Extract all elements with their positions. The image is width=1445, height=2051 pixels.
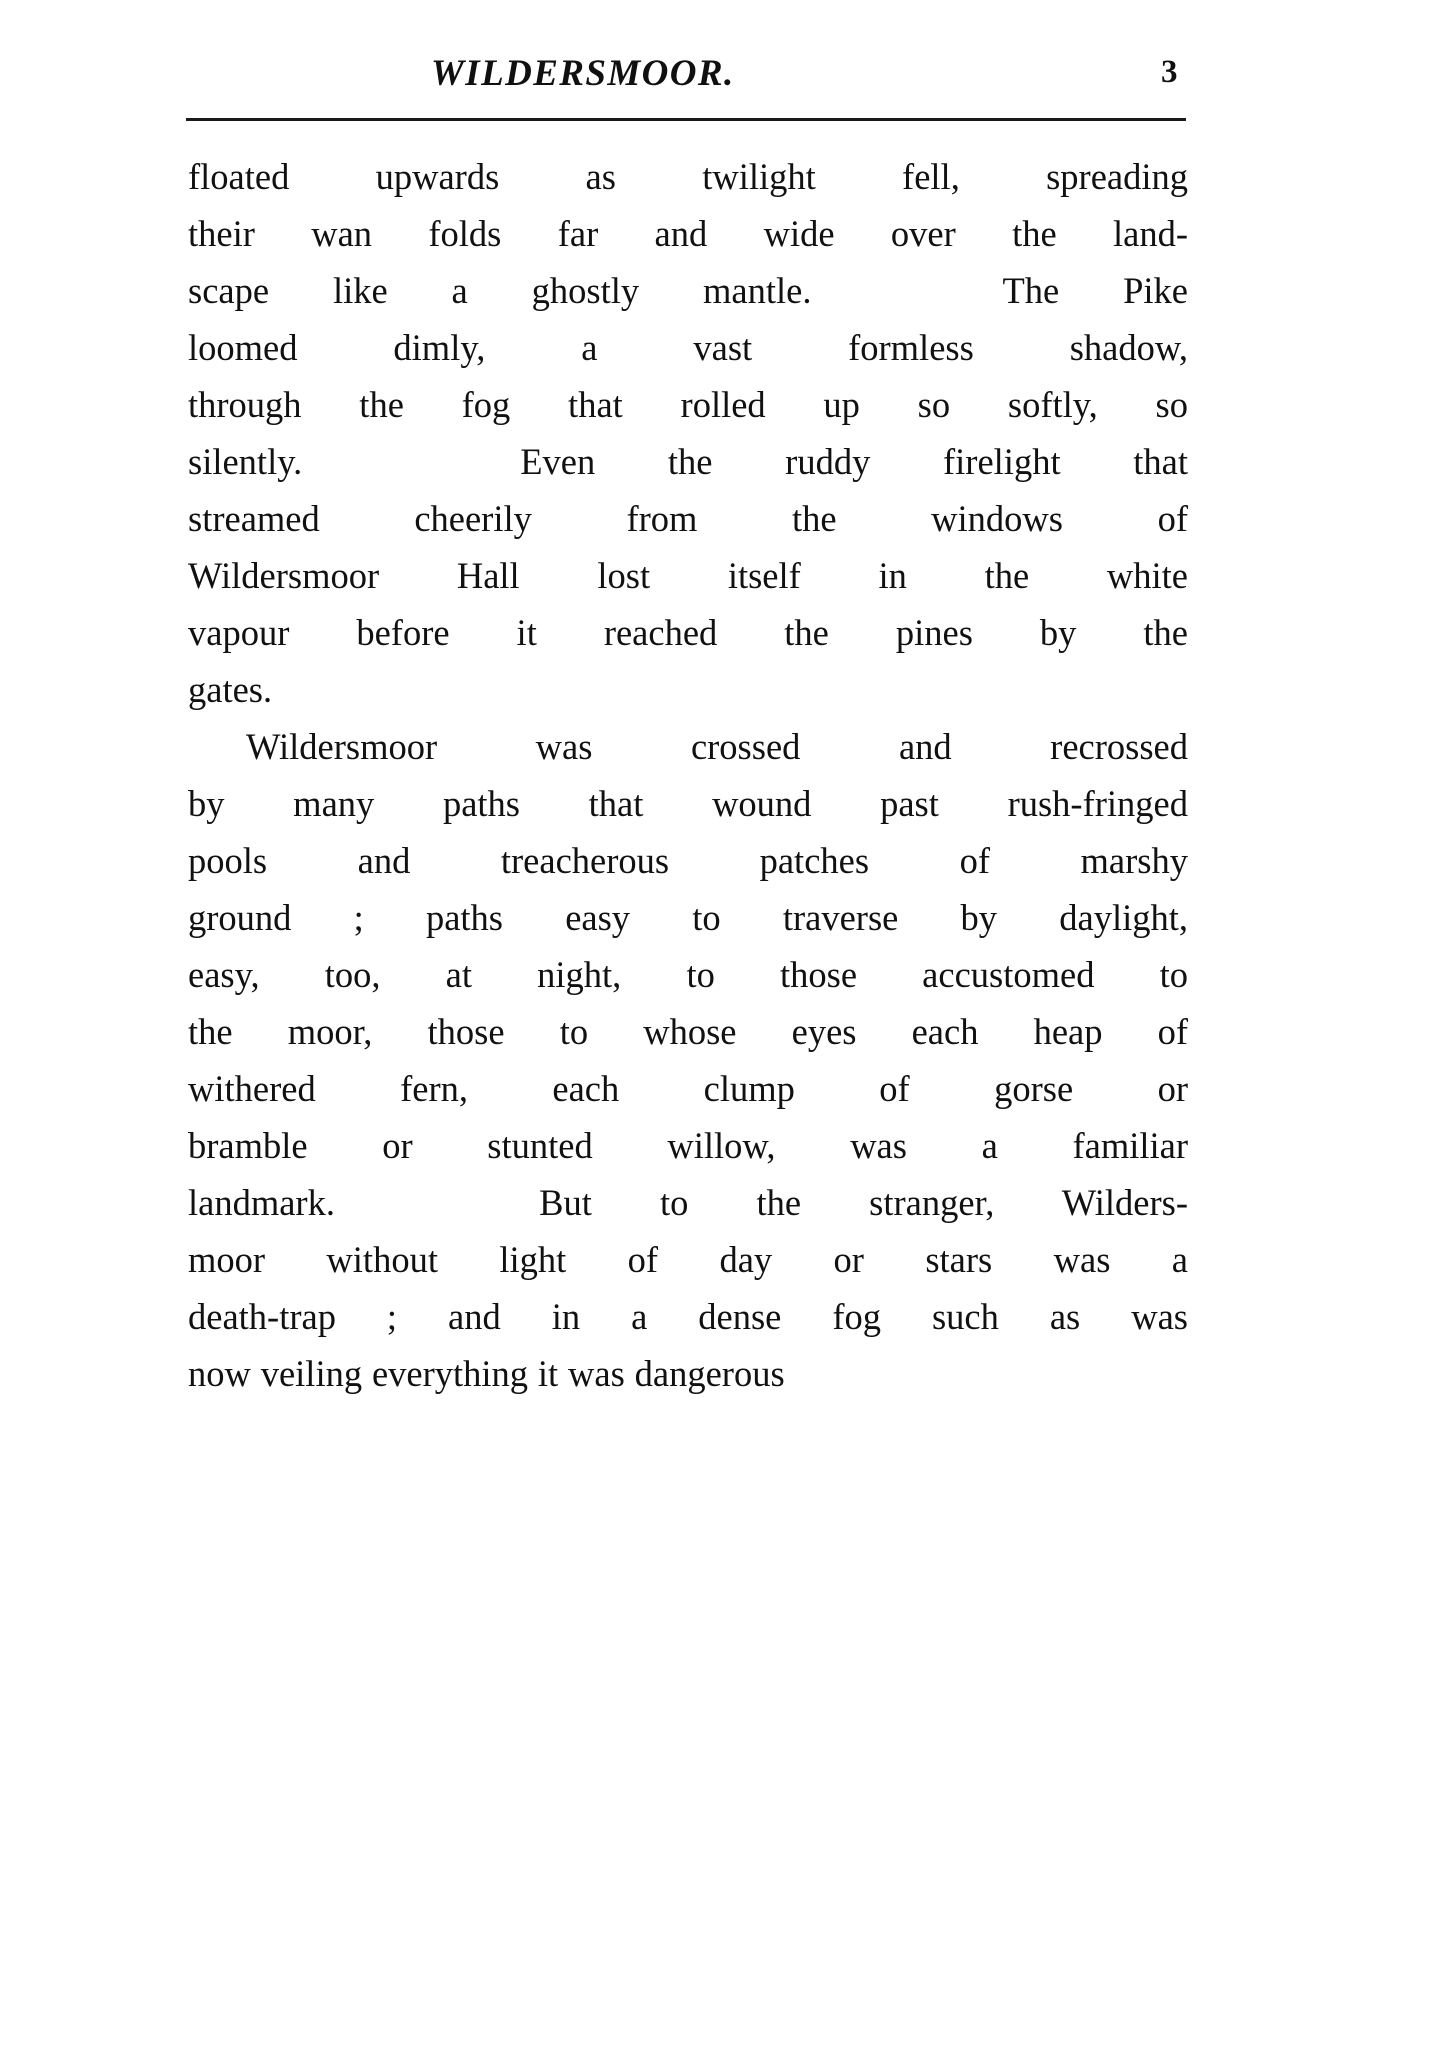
text-line: death-trap ; and in a dense fog such as was [188,1296,1188,1337]
text-line: floated upwards as twilight fell, spreading [188,156,1188,197]
text-line: moor without light of day or stars was a [188,1239,1188,1280]
text-line: by many paths that wound past rush-fringed [188,783,1188,824]
text-line: withered fern, each clump of gorse or [188,1068,1188,1109]
text-line: bramble or stunted willow, was a familiar [188,1125,1188,1166]
text-line: vapour before it reached the pines by the [188,612,1188,653]
text-line: easy, too, at night, to those accustomed to [188,954,1188,995]
running-header [186,52,1186,114]
text-line: scape like a ghostly mantle. The Pike [188,270,1188,311]
text-line: silently. Even the ruddy firelight that [188,441,1188,482]
paragraph [188,148,1188,718]
text-line: the moor, those to whose eyes each heap of [188,1011,1188,1052]
header-divider-rule [186,118,1186,121]
text-line: Wildersmoor was crossed and recrossed [246,726,1188,767]
text-line: pools and treacherous patches of marshy [188,840,1188,881]
page-number: 3 [1161,54,1178,90]
text-line: gates. [188,669,273,710]
running-title: WILDERSMOOR. [431,53,735,94]
paragraph [188,718,1188,1402]
text-line: landmark. But to the stranger, Wilders- [188,1182,1188,1223]
body-text-block [188,148,1188,1402]
text-line: now veiling everything it was dangerous [188,1353,785,1394]
text-line: through the fog that rolled up so softly, so [188,384,1188,425]
text-line: ground ; paths easy to traverse by daylight, [188,897,1188,938]
text-line: loomed dimly, a vast formless shadow, [188,327,1188,368]
text-line: Wildersmoor Hall lost itself in the white [188,555,1188,596]
text-line: streamed cheerily from the windows of [188,498,1188,539]
text-line: their wan folds far and wide over the land- [188,213,1188,254]
